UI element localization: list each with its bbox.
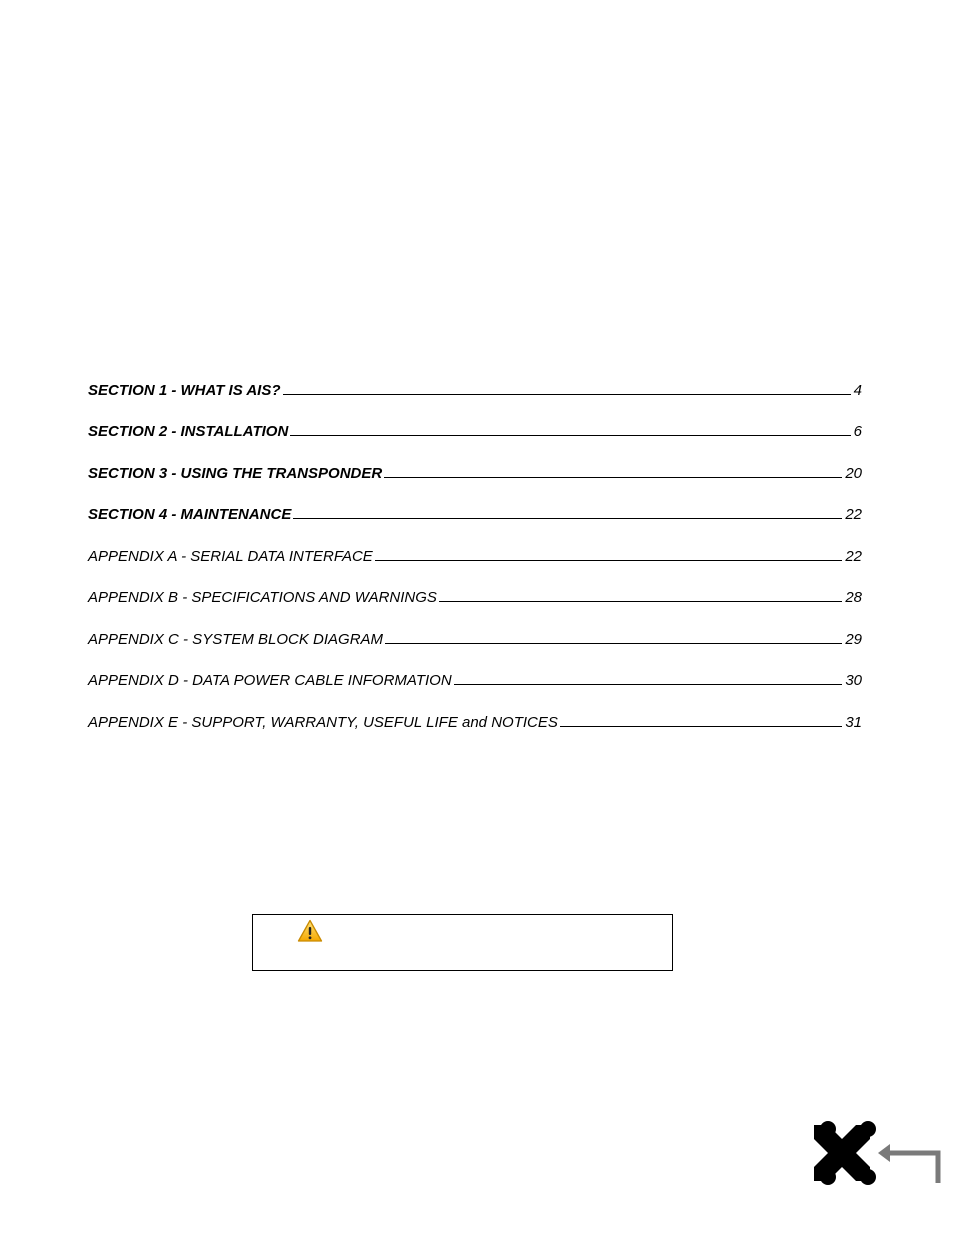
toc-entry-title: APPENDIX C - SYSTEM BLOCK DIAGRAM — [88, 630, 384, 648]
toc-entry-page: 6 — [853, 423, 862, 440]
toc-entry[interactable] — [88, 399, 862, 441]
toc-entry-title: SECTION 3 - USING THE TRANSPONDER — [88, 464, 383, 482]
toc-entry-title: APPENDIX B - SPECIFICATIONS AND WARNINGS — [88, 589, 437, 606]
toc-entry-page: 4 — [853, 381, 862, 399]
toc-entry[interactable] — [88, 606, 862, 648]
toc-entry[interactable] — [88, 523, 862, 565]
toc-leader-line — [385, 643, 842, 644]
toc-entry-page: 22 — [845, 506, 862, 523]
toc-entry[interactable] — [88, 357, 862, 399]
toc-entry-page: 29 — [845, 630, 862, 648]
toc-leader-line — [439, 601, 842, 602]
toc-entry-title: SECTION 4 - MAINTENANCE — [88, 506, 292, 523]
toc-entry-title: APPENDIX D - DATA POWER CABLE INFORMATION — [88, 672, 452, 689]
toc-leader-line — [375, 560, 843, 561]
warning-box — [252, 914, 673, 971]
toc-entry[interactable] — [88, 482, 862, 524]
toc-leader-line — [560, 726, 842, 727]
toc-entry-title: APPENDIX E - SUPPORT, WARRANTY, USEFUL LIFE and NOTICES — [88, 713, 558, 731]
x-cross-arrow-logo-icon — [810, 1115, 944, 1189]
toc-entry-page: 31 — [845, 713, 862, 731]
toc-entry[interactable] — [88, 440, 862, 482]
toc-entry-title: APPENDIX A - SERIAL DATA INTERFACE — [88, 547, 373, 565]
toc-leader-line — [384, 477, 842, 478]
toc-entry-page: 28 — [845, 589, 862, 606]
toc-leader-line — [290, 435, 850, 436]
toc-entry-page: 22 — [845, 547, 862, 565]
toc-entry-page: 20 — [845, 464, 862, 482]
toc-leader-line — [454, 684, 843, 685]
toc-entry-title: SECTION 2 - INSTALLATION — [88, 423, 289, 440]
toc-entry[interactable] — [88, 689, 862, 731]
toc-entry-title: SECTION 1 - WHAT IS AIS? — [88, 381, 281, 399]
warning-triangle-icon — [297, 919, 323, 943]
table-of-contents — [88, 357, 862, 731]
toc-leader-line — [283, 394, 851, 395]
toc-leader-line — [293, 518, 842, 519]
toc-entry-page: 30 — [845, 672, 862, 689]
toc-entry[interactable] — [88, 648, 862, 690]
toc-entry[interactable] — [88, 565, 862, 607]
